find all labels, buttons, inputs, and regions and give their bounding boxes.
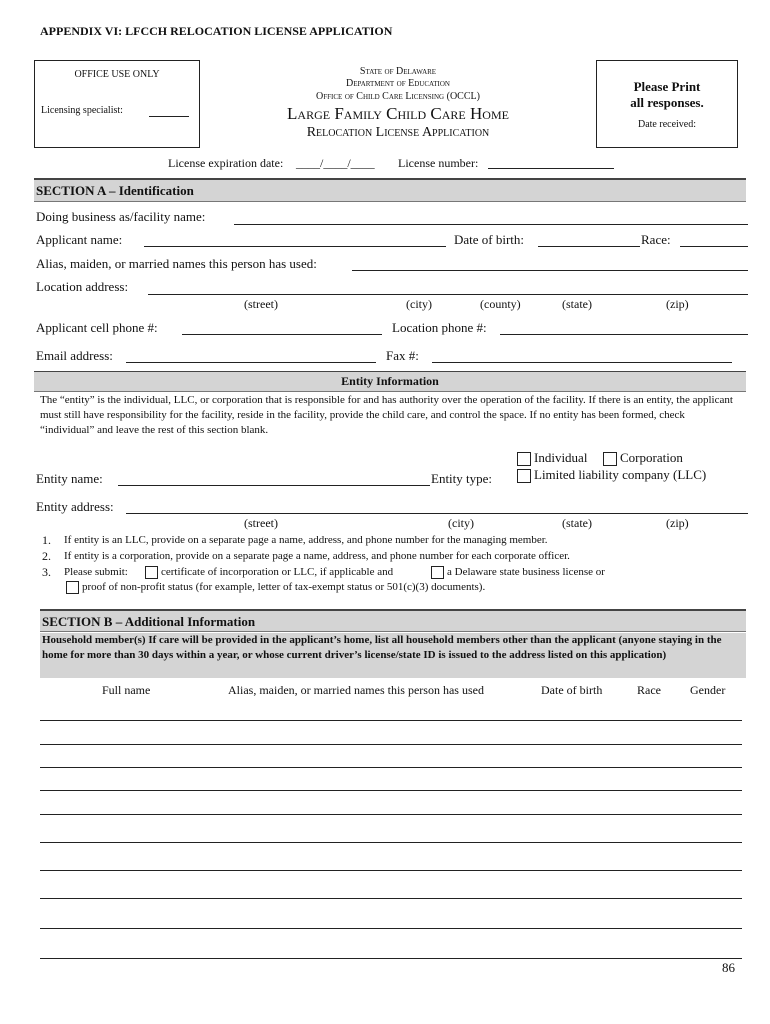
license-number-label: License number: bbox=[398, 156, 479, 170]
agency-header bbox=[240, 66, 556, 142]
household-row[interactable] bbox=[40, 744, 742, 745]
section-b-title: SECTION B – Additional Information bbox=[42, 614, 256, 629]
entity-description: The “entity” is the individual, LLC, or corporation that is responsible for and has authority over the operation of the facility. If there is an entity, the applicant must still have responsibility for the facility, reside in the facility, provide the child care, and control the space. If no entity has been formed, check “individual” and leave the rest of this section blank. bbox=[40, 394, 733, 436]
corporation-label: Corporation bbox=[620, 450, 683, 465]
applicant-name-field[interactable] bbox=[144, 246, 446, 247]
household-row[interactable] bbox=[40, 928, 742, 929]
location-phone-field[interactable] bbox=[500, 334, 748, 335]
location-zip-caption: (zip) bbox=[666, 297, 689, 311]
specialist-label: Licensing specialist: bbox=[41, 105, 123, 116]
household-row[interactable] bbox=[40, 958, 742, 959]
entity-title: Entity Information bbox=[341, 374, 439, 388]
location-street-caption: (street) bbox=[244, 297, 278, 311]
please-print-line1: Please Print bbox=[633, 79, 701, 94]
department-line: Department of Education bbox=[346, 78, 450, 89]
entity-type-label: Entity type: bbox=[431, 471, 493, 486]
location-county-caption: (county) bbox=[480, 297, 521, 311]
alias-label: Alias, maiden, or married names this person has used: bbox=[36, 256, 317, 271]
form-title: Large Family Child Care Home bbox=[287, 104, 509, 123]
office-line: Office of Child Care Licensing (OCCL) bbox=[316, 91, 480, 102]
dba-field[interactable] bbox=[234, 224, 748, 225]
state-line: State of Delaware bbox=[359, 66, 437, 77]
item3-lead: Please submit: bbox=[64, 566, 128, 578]
entity-name-field[interactable] bbox=[118, 485, 430, 486]
entity-street-caption: (street) bbox=[244, 516, 278, 530]
household-row[interactable] bbox=[40, 870, 742, 871]
household-row[interactable] bbox=[40, 720, 742, 721]
col-race: Race bbox=[637, 683, 661, 697]
date-received-label: Date received: bbox=[637, 119, 697, 130]
race-field[interactable] bbox=[680, 246, 748, 247]
page-number: 86 bbox=[722, 960, 735, 975]
individual-label: Individual bbox=[534, 450, 588, 465]
dob-label: Date of birth: bbox=[454, 232, 525, 247]
cell-phone-field[interactable] bbox=[182, 334, 382, 335]
business-license-checkbox[interactable] bbox=[431, 566, 444, 579]
appendix-title: APPENDIX VI: LFCCH RELOCATION LICENSE APPLICATION bbox=[40, 24, 393, 38]
entity-address-field[interactable] bbox=[126, 513, 748, 514]
col-dob: Date of birth bbox=[541, 683, 603, 697]
email-label: Email address: bbox=[36, 348, 113, 363]
item2-text: If entity is a corporation, provide on a separate page a name, address, and phone number for each corporate officer. bbox=[64, 550, 570, 562]
location-state-caption: (state) bbox=[562, 297, 592, 311]
section-b-bar bbox=[40, 609, 746, 632]
cell-phone-label: Applicant cell phone #: bbox=[36, 320, 158, 335]
col-gender: Gender bbox=[690, 683, 726, 697]
location-address-field[interactable] bbox=[148, 294, 748, 295]
dob-field[interactable] bbox=[538, 246, 640, 247]
email-field[interactable] bbox=[126, 362, 376, 363]
section-a-title: SECTION A – Identification bbox=[36, 183, 194, 198]
entity-state-caption: (state) bbox=[562, 516, 592, 530]
dba-label: Doing business as/facility name: bbox=[36, 209, 206, 224]
nonprofit-label: proof of non-profit status (for example, letter of tax-exempt status or 501(c)(3) documents). bbox=[82, 581, 486, 593]
individual-checkbox[interactable] bbox=[517, 452, 531, 466]
household-instructions: Household member(s) If care will be provided in the applicant’s home, list all household members other than the applicant (anyone staying in the home for more than 30 days within a year, or whose current driver’s license/state ID is issued to the address listed on this application) bbox=[40, 633, 746, 678]
certificate-label: certificate of incorporation or LLC, if applicable and bbox=[161, 566, 394, 578]
location-city-caption: (city) bbox=[406, 297, 432, 311]
specialist-field[interactable] bbox=[149, 116, 189, 117]
license-expiration-field[interactable]: ____/____/____ bbox=[296, 156, 375, 170]
nonprofit-checkbox[interactable] bbox=[66, 581, 79, 594]
certificate-checkbox[interactable] bbox=[145, 566, 158, 579]
llc-label: Limited liability company (LLC) bbox=[534, 467, 707, 482]
corporation-checkbox[interactable] bbox=[603, 452, 617, 466]
col-full-name: Full name bbox=[102, 683, 151, 697]
please-print-box bbox=[596, 60, 738, 148]
license-number-field[interactable] bbox=[488, 168, 614, 169]
business-license-label: a Delaware state business license or bbox=[447, 566, 605, 578]
entity-address-label: Entity address: bbox=[36, 499, 114, 514]
household-row[interactable] bbox=[40, 898, 742, 899]
please-print-line2: all responses. bbox=[630, 95, 704, 110]
entity-city-caption: (city) bbox=[448, 516, 474, 530]
item3-number: 3. bbox=[42, 565, 51, 579]
item1-number: 1. bbox=[42, 533, 51, 547]
household-row[interactable] bbox=[40, 842, 742, 843]
office-use-box bbox=[34, 60, 200, 148]
item1-text: If entity is an LLC, provide on a separate page a name, address, and phone number for the managing member. bbox=[64, 534, 548, 546]
entity-zip-caption: (zip) bbox=[666, 516, 689, 530]
household-row[interactable] bbox=[40, 767, 742, 768]
fax-label: Fax #: bbox=[386, 348, 419, 363]
entity-name-label: Entity name: bbox=[36, 471, 103, 486]
item2-number: 2. bbox=[42, 549, 51, 563]
household-row[interactable] bbox=[40, 790, 742, 791]
llc-checkbox[interactable] bbox=[517, 469, 531, 483]
location-phone-label: Location phone #: bbox=[392, 320, 487, 335]
section-a-bar bbox=[34, 178, 746, 202]
location-address-label: Location address: bbox=[36, 279, 129, 294]
form-subtitle: Relocation License Application bbox=[306, 125, 490, 140]
applicant-name-label: Applicant name: bbox=[36, 232, 123, 247]
license-expiration-label: License expiration date: bbox=[168, 156, 284, 170]
fax-field[interactable] bbox=[432, 362, 732, 363]
household-row[interactable] bbox=[40, 814, 742, 815]
col-alias: Alias, maiden, or married names this person has used bbox=[228, 683, 484, 697]
entity-bar bbox=[34, 371, 746, 392]
alias-field[interactable] bbox=[352, 270, 748, 271]
office-use-heading: OFFICE USE ONLY bbox=[74, 69, 160, 80]
race-label: Race: bbox=[641, 232, 671, 247]
